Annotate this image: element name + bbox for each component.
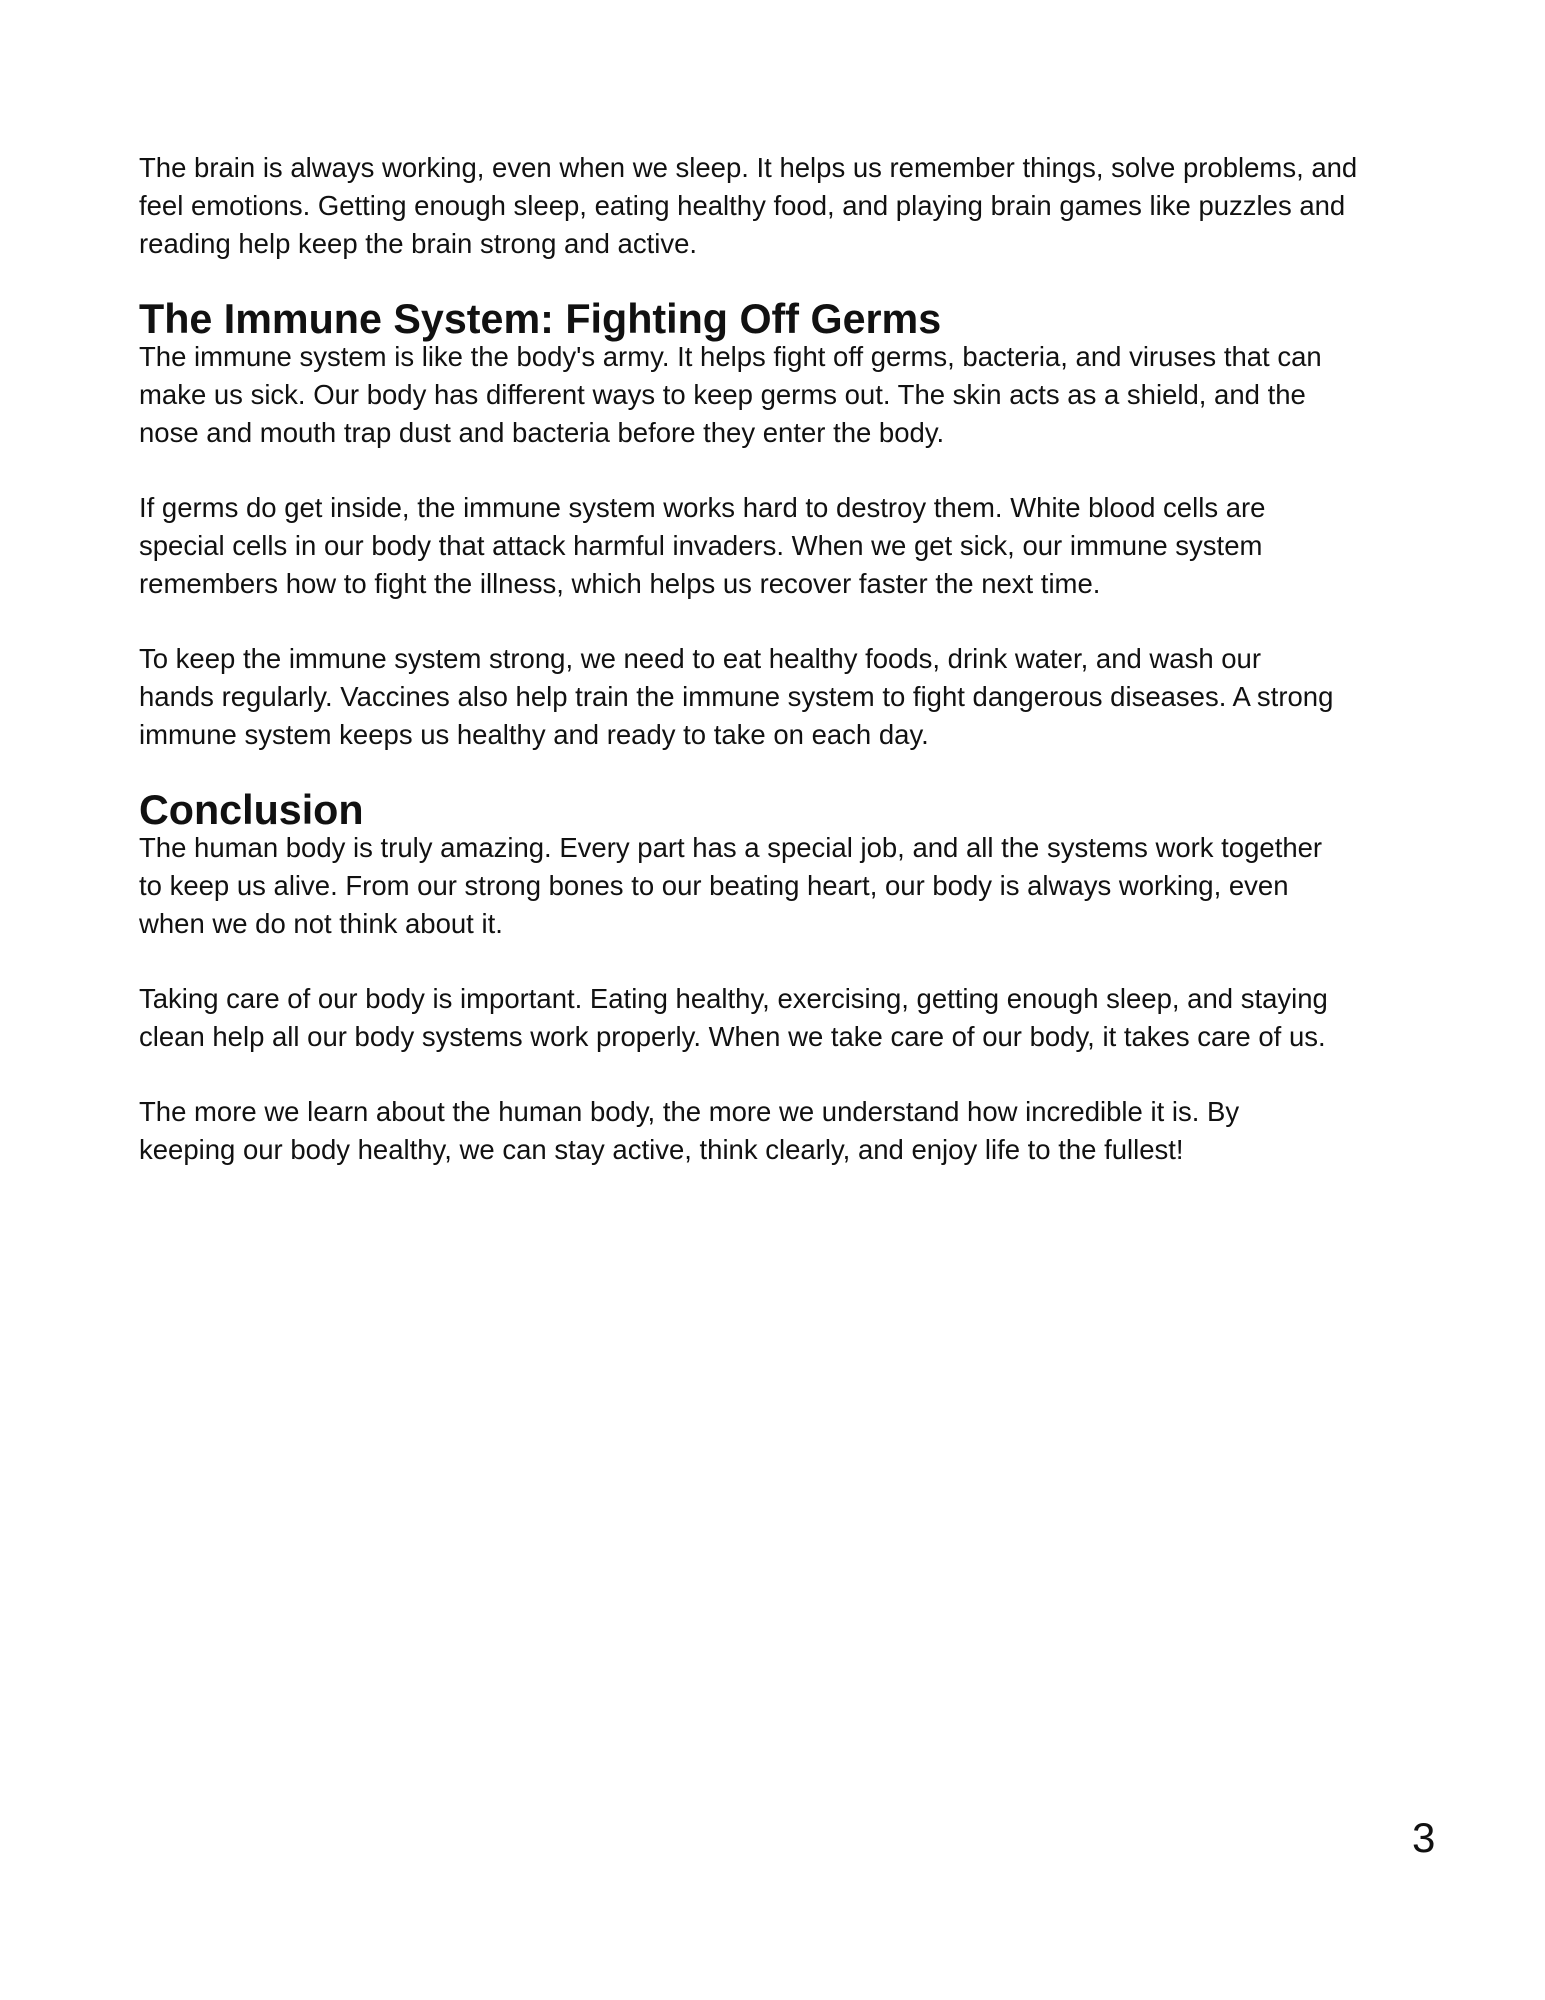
section-heading-immune-system: The Immune System: Fighting Off Germs — [139, 296, 942, 342]
conclusion-paragraph-3: The more we learn about the human body, the more we understand how incredible it is. By keeping our body healthy, we can stay active, think clearly, and enjoy life to the fullest! — [139, 1096, 1240, 1165]
section-heading-conclusion: Conclusion — [139, 787, 364, 833]
page-content — [139, 149, 1409, 1169]
immune-paragraph-2: If germs do get inside, the immune system works hard to destroy them. White blood cells are special cells in our body that attack harmful invaders. When we get sick, our immune system remembers how to fight the illness, which helps us recover faster the next time. — [139, 492, 1266, 599]
intro-paragraph-brain: The brain is always working, even when we sleep. It helps us remember things, solve problems, and feel emotions. Getting enough sleep, eating healthy food, and playing brain games like puzzles and reading help keep the brain strong and active. — [139, 152, 1358, 259]
immune-paragraph-3: To keep the immune system strong, we need to eat healthy foods, drink water, and wash our hands regularly. Vaccines also help train the immune system to fight dangerous diseases. A strong immune system keeps us healthy and ready to take on each day. — [139, 643, 1334, 750]
conclusion-paragraph-2: Taking care of our body is important. Eating healthy, exercising, getting enough sleep, and staying clean help all our body systems work properly. When we take care of our body, it takes care of us. — [139, 983, 1328, 1052]
page-number: 3 — [1412, 1814, 1436, 1861]
conclusion-paragraph-1: The human body is truly amazing. Every part has a special job, and all the systems work together to keep us alive. From our strong bones to our beating heart, our body is always working, even when we do not think about it. — [139, 832, 1323, 939]
immune-paragraph-1: The immune system is like the body's army. It helps fight off germs, bacteria, and viruses that can make us sick. Our body has different ways to keep germs out. The skin acts as a shield, and the nose and mouth trap dust and bacteria before they enter the body. — [139, 341, 1322, 448]
